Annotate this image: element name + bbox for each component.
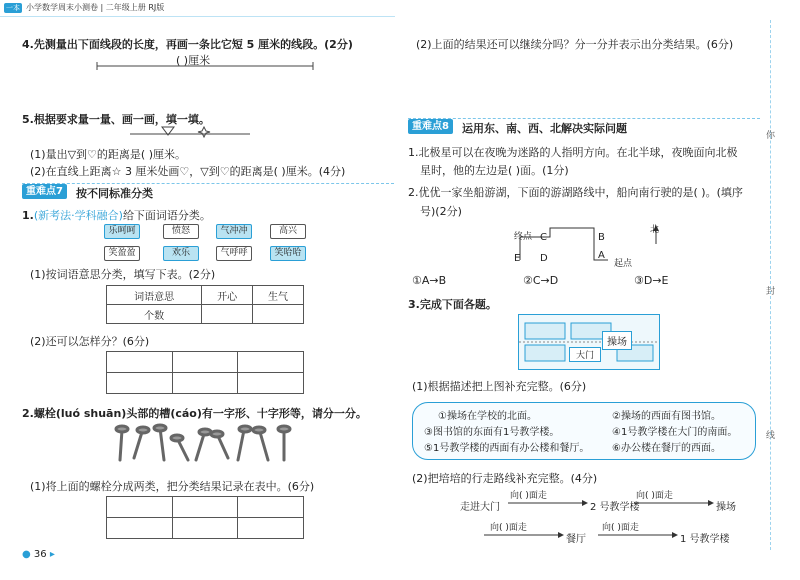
clue: ②操场的西面有图书馆。	[612, 411, 721, 422]
bolt-icon	[116, 426, 128, 432]
table-cell[interactable]	[202, 305, 253, 324]
section-divider	[408, 118, 760, 119]
route-seg: 向( )面走	[490, 523, 527, 533]
answer-table	[106, 351, 304, 394]
word-box: 笑哈哈	[270, 246, 306, 261]
clue: ①操场在学校的北面。	[438, 411, 537, 422]
label-E: E	[514, 253, 521, 264]
option-2: ②C→D	[523, 274, 559, 287]
clue: ③图书馆的东面有1号教学楼。	[424, 427, 560, 438]
playground-label: 操场	[602, 331, 632, 350]
binding-char: 封	[766, 287, 776, 297]
star-mark-icon	[198, 127, 210, 137]
section8-tag: 重难点8	[408, 119, 453, 134]
right-q-top: (2)上面的结果还可以继续分吗？分一分并表示出分类结果。(6分)	[416, 38, 734, 51]
bolt-icon	[171, 435, 183, 441]
r-q3-sub2: (2)把培培的行走路线补充完整。(4分)	[412, 472, 598, 485]
label-D: D	[540, 253, 548, 264]
table-header: 开心	[202, 286, 253, 305]
school-map	[518, 314, 660, 370]
table-cell: 个数	[107, 305, 202, 324]
label-start: 起点	[614, 259, 633, 269]
route-start: 走进大门	[460, 502, 500, 513]
bolt-icon	[137, 427, 149, 433]
q5-sub1: (1)量出▽到♡的距离是( )厘米。	[30, 148, 186, 161]
q4-answer: ( )厘米	[176, 54, 211, 67]
word-box: 笑盈盈	[104, 246, 140, 261]
word-box: 气冲冲	[216, 224, 252, 239]
header-divider	[0, 16, 395, 17]
q4-line-segment	[95, 60, 315, 72]
bolt-table	[106, 496, 304, 539]
r-q3-sub1: (1)根据描述把上图补充完整。(6分)	[412, 380, 587, 393]
route-seg: 向( )面走	[636, 491, 673, 501]
table-header: 词语意思	[107, 286, 202, 305]
section8-title: 运用东、南、西、北解决实际问题	[462, 122, 627, 135]
word-box: 欢乐	[163, 246, 199, 261]
classification-table	[106, 285, 304, 324]
r-q3-text: 3.完成下面各题。	[408, 298, 497, 311]
option-1: ①A→B	[412, 274, 447, 287]
route-arrow-icon	[598, 530, 678, 540]
q5-sub2: (2)在直线上距离☆ 3 厘米处画♡，▽到♡的距离是( )厘米。(4分)	[30, 165, 346, 178]
word-box: 乐呵呵	[104, 224, 140, 239]
bolt-icon	[199, 429, 211, 435]
q4-text: 4.先测量出下面线段的长度，再画一条比它短 5 厘米的线段。(2分)	[22, 38, 353, 51]
binding-char: 你	[766, 131, 776, 141]
label-B: B	[598, 232, 605, 243]
binding-char: 线	[766, 431, 776, 441]
route-seg: 向( )面走	[510, 491, 547, 501]
route-mid: 餐厅	[566, 534, 586, 545]
route-end: 1 号教学楼	[680, 534, 730, 545]
route-mid: 2 号教学楼	[590, 502, 640, 513]
gate-label: 大门	[569, 347, 601, 362]
section-divider	[22, 183, 394, 184]
bolt-icon	[154, 425, 166, 431]
q1-sub2: (2)还可以怎样分？(6分)	[30, 335, 150, 348]
section7-tag: 重难点7	[22, 184, 67, 199]
bolt-icon	[278, 426, 290, 432]
clue: ④1号教学楼在大门的南面。	[612, 427, 738, 438]
label-north: 北	[650, 225, 660, 235]
r-q2-line2: 号)(2分)	[420, 205, 462, 218]
q1-sub1: (1)按词语意思分类，填写下表。(2分)	[30, 268, 216, 281]
clue: ⑤1号教学楼的西面有办公楼和餐厅。	[424, 443, 590, 454]
bolts-illustration	[108, 422, 298, 466]
label-end: 终点	[514, 232, 533, 242]
label-A: A	[598, 250, 605, 261]
section7-title: 按不同标准分类	[76, 187, 153, 200]
q5-text: 5.根据要求量一量、画一画，填一填。	[22, 113, 210, 126]
r-q1-line1: 1.北极星可以在夜晚为迷路的人指明方向。在北半球，夜晚面向北极	[408, 146, 738, 159]
route-arrow-icon	[508, 498, 588, 508]
bolt-icon	[253, 427, 265, 433]
q2-text: 2.螺栓(luó shuān)头部的槽(cáo)有一字形、十字形等，请分一分。	[22, 407, 367, 420]
q5-line-with-marks	[130, 123, 250, 139]
series-title: 小学数学周末小测卷 | 二年级上册 RJ版	[26, 3, 165, 12]
table-header: 生气	[253, 286, 304, 305]
word-box: 愤怒	[163, 224, 199, 239]
r-q2-line1: 2.优优一家坐船游湖，下面的游湖路线中，船向南行驶的是( )。(填序	[408, 186, 743, 199]
series-logo: 一本	[6, 4, 20, 12]
option-3: ③D→E	[634, 274, 669, 287]
bolt-icon	[211, 431, 223, 437]
q2-sub1: (1)将上面的螺栓分成两类，把分类结果记录在表中。(6分)	[30, 480, 315, 493]
page-header	[0, 0, 800, 16]
table-cell[interactable]	[253, 305, 304, 324]
label-C: C	[540, 232, 547, 243]
clue: ⑥办公楼在餐厅的西面。	[612, 443, 721, 454]
route-end: 操场	[716, 502, 736, 513]
route-arrow-icon	[484, 530, 564, 540]
page-number: ● 36 ▸	[22, 549, 55, 560]
word-box: 气呼呼	[216, 246, 252, 261]
route-seg: 向( )面走	[602, 523, 639, 533]
r-q1-line2: 星时，他的左边是( )面。(1分)	[420, 164, 569, 177]
word-box: 高兴	[270, 224, 306, 239]
route-arrow-icon	[634, 498, 714, 508]
q1-text: 1.(新考法·学科融合)给下面词语分类。	[22, 209, 211, 222]
bolt-icon	[239, 426, 251, 432]
